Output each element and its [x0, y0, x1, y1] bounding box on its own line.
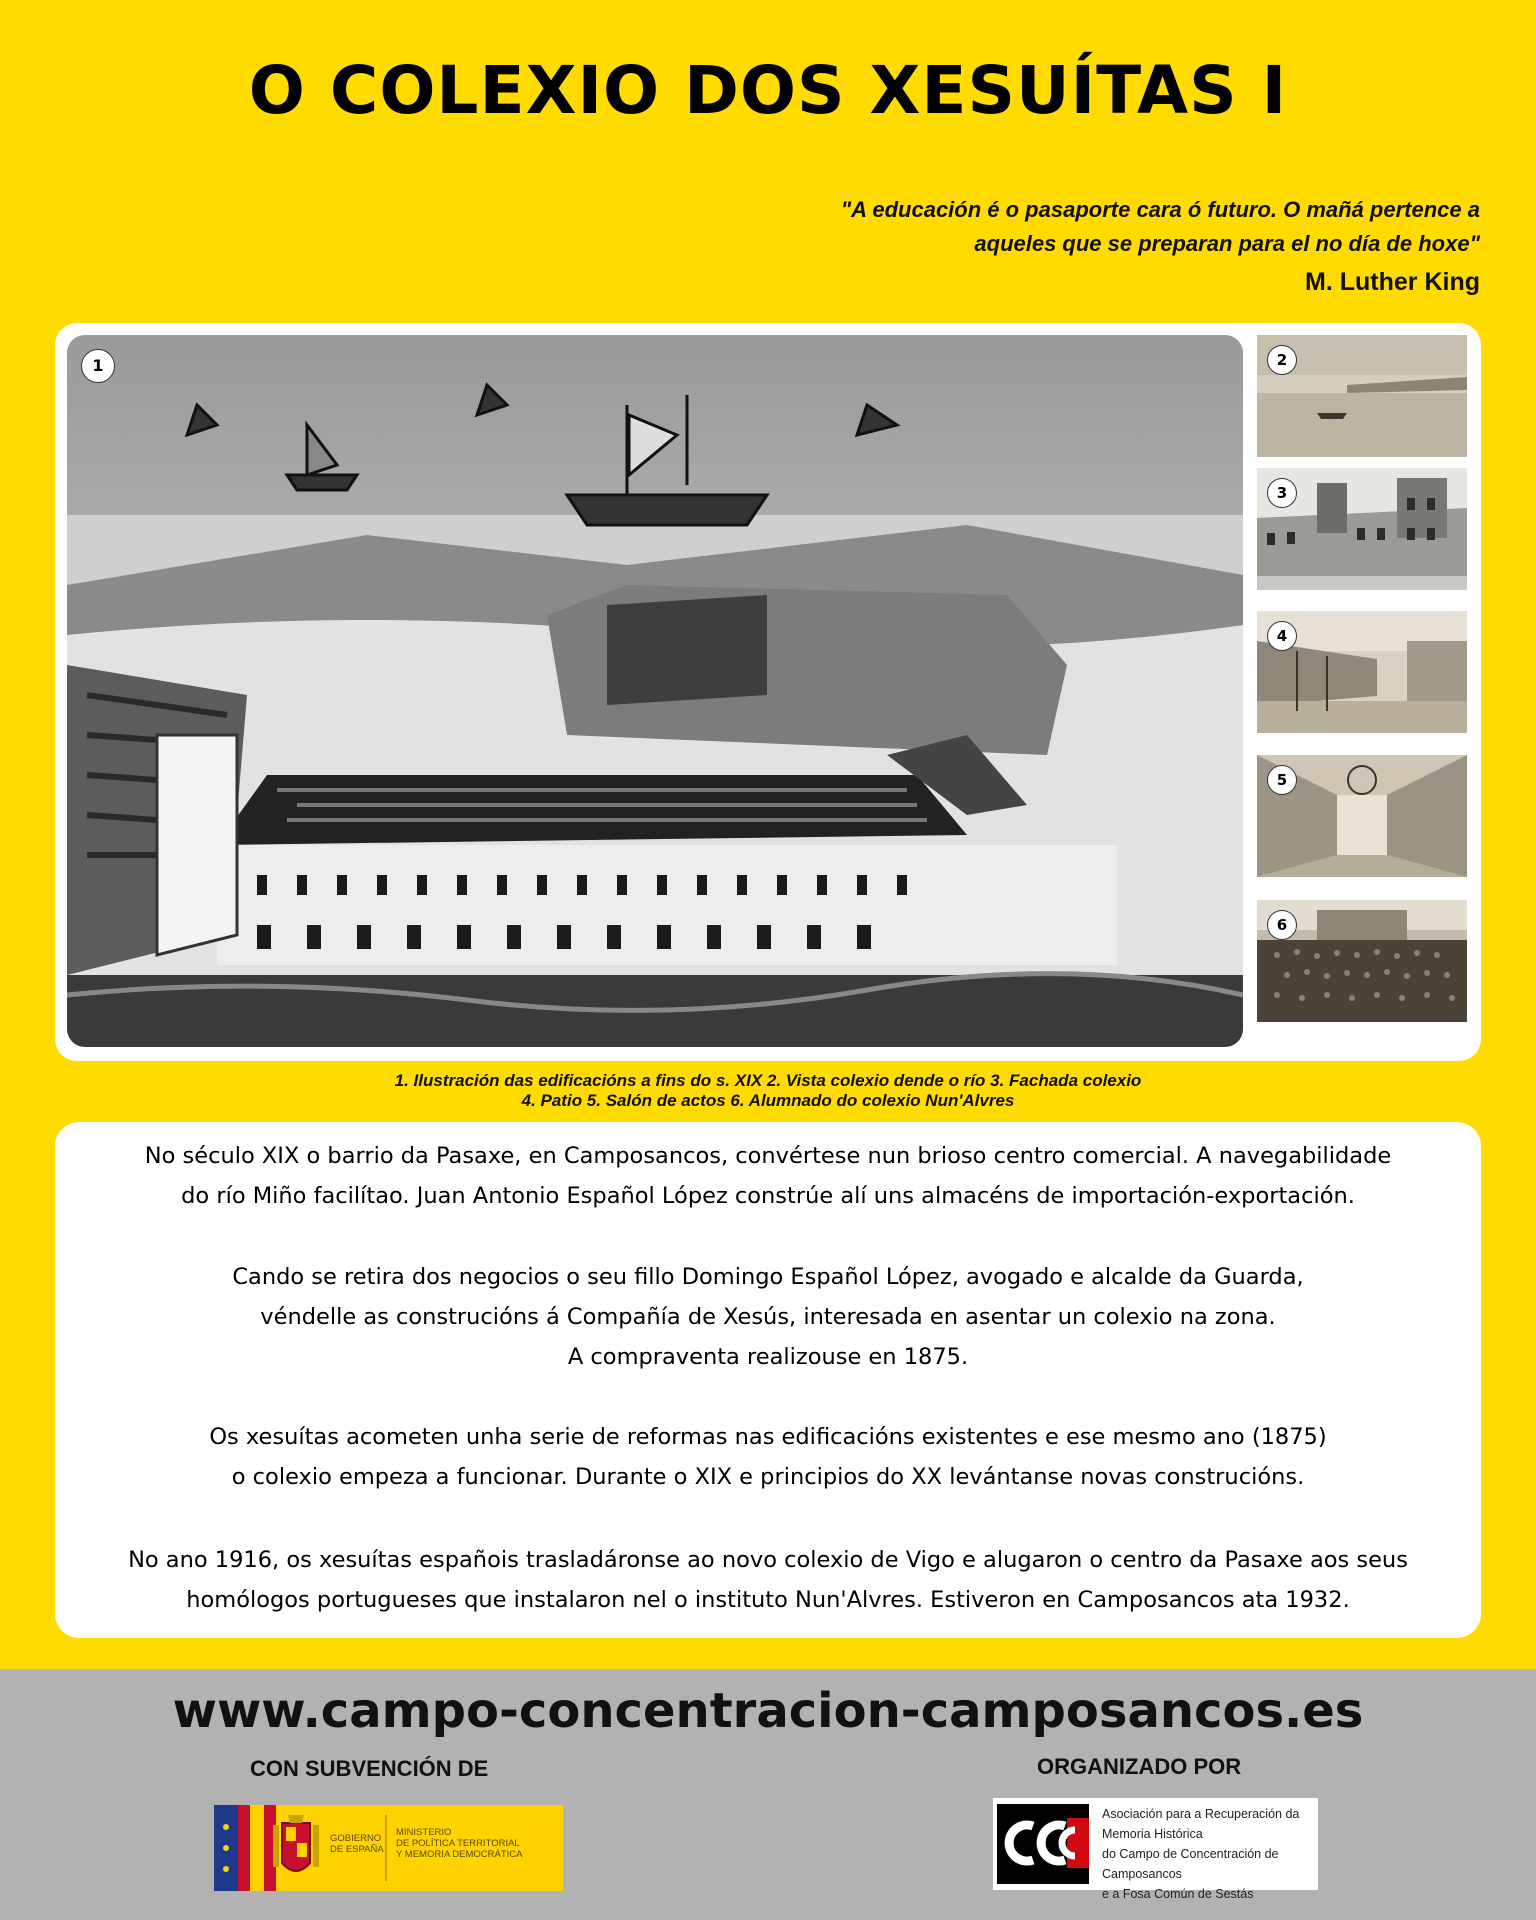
photo-number-badge: 4 — [1267, 621, 1297, 651]
photo-caption — [0, 1071, 1536, 1111]
quote-line: aqueles que se preparan para el no día de hoxe" — [974, 231, 1480, 256]
subsidy-label: CON SUBVENCIÓN DE — [250, 1756, 489, 1781]
quote-line: "A educación é o pasaporte cara ó futuro. O mañá pertence a — [840, 197, 1480, 222]
website-url[interactable]: www.campo-concentracion-camposancos.es — [172, 1683, 1364, 1739]
thumb-patio — [1257, 611, 1467, 733]
footer — [0, 1669, 1536, 1920]
thumb-facade — [1257, 468, 1467, 590]
photo-number-badge: 3 — [1267, 478, 1297, 508]
main-illustration — [67, 335, 1243, 1047]
ministry-name: MINISTERIO DE POLÍTICA TERRITORIAL Y MEMORIA DEMOCRÁTICA — [396, 1827, 523, 1860]
quote-author: M. Luther King — [1305, 268, 1480, 296]
text-line: véndelle as construcións á Compañía de Xesús, interesada en asentar un colexio na zona. — [260, 1304, 1276, 1330]
photo-number-badge: 5 — [1267, 765, 1297, 795]
ccc-logo-icon — [993, 1798, 1098, 1890]
text-line: do río Miño facilítao. Juan Antonio Español López constrúe alí uns almacéns de importación-exportación. — [181, 1183, 1355, 1209]
association-name: Asociación para a Recuperación da Memoria Histórica do Campo de Concentración de Camposancos e a Fosa Común de Sestás — [1102, 1807, 1300, 1901]
paragraph-2 — [55, 1257, 1481, 1377]
poster-title: O COLEXIO DOS XESUÍTAS I — [248, 52, 1288, 129]
thumb-assembly-hall — [1257, 755, 1467, 877]
text-line: No ano 1916, os xesuítas españois trasladáronse ao novo colexio de Vigo e alugaron o centro da Pasaxe aos seus — [128, 1547, 1408, 1573]
paragraph-1 — [55, 1136, 1481, 1216]
organizer-label: ORGANIZADO POR — [1037, 1754, 1242, 1779]
text-line: Cando se retira dos negocios o seu fillo Domingo Español López, avogado e alcalde da Guarda, — [232, 1264, 1304, 1290]
photo-number-badge: 1 — [81, 349, 115, 383]
caption-line: 4. Patio 5. Salón de actos 6. Alumnado do colexio Nun'Alvres — [521, 1091, 1015, 1110]
text-line: Os xesuítas acometen unha serie de reformas nas edificacións existentes e ese mesmo ano (1875) — [209, 1424, 1327, 1450]
thumb-students — [1257, 900, 1467, 1022]
association-logo — [993, 1798, 1318, 1901]
text-line: A compraventa realizouse en 1875. — [567, 1344, 969, 1370]
paragraph-3 — [55, 1417, 1481, 1497]
paragraph-4 — [55, 1540, 1481, 1620]
photo-number-badge: 6 — [1267, 910, 1297, 940]
thumb-river-view — [1257, 335, 1467, 457]
quote — [580, 193, 1480, 261]
illustration-image — [67, 335, 1243, 1047]
history-text-box — [55, 1122, 1481, 1638]
photo-gallery — [55, 323, 1481, 1061]
caption-line: 1. Ilustración das edificacións a fins do s. XIX 2. Vista colexio dende o río 3. Fachada colexio — [394, 1071, 1142, 1090]
photo-number-badge: 2 — [1267, 345, 1297, 375]
government-logo — [214, 1805, 563, 1891]
text-line: No século XIX o barrio da Pasaxe, en Camposancos, convértese nun brioso centro comercial. A navegabilidade — [144, 1143, 1392, 1169]
text-line: o colexio empeza a funcionar. Durante o XIX e principios do XX levántanse novas construcións. — [231, 1464, 1305, 1490]
gov-name: GOBIERNO DE ESPAÑA — [330, 1833, 384, 1855]
text-line: homólogos portugueses que instalaron nel o instituto Nun'Alvres. Estiveron en Camposancos ata 1932. — [186, 1587, 1350, 1613]
